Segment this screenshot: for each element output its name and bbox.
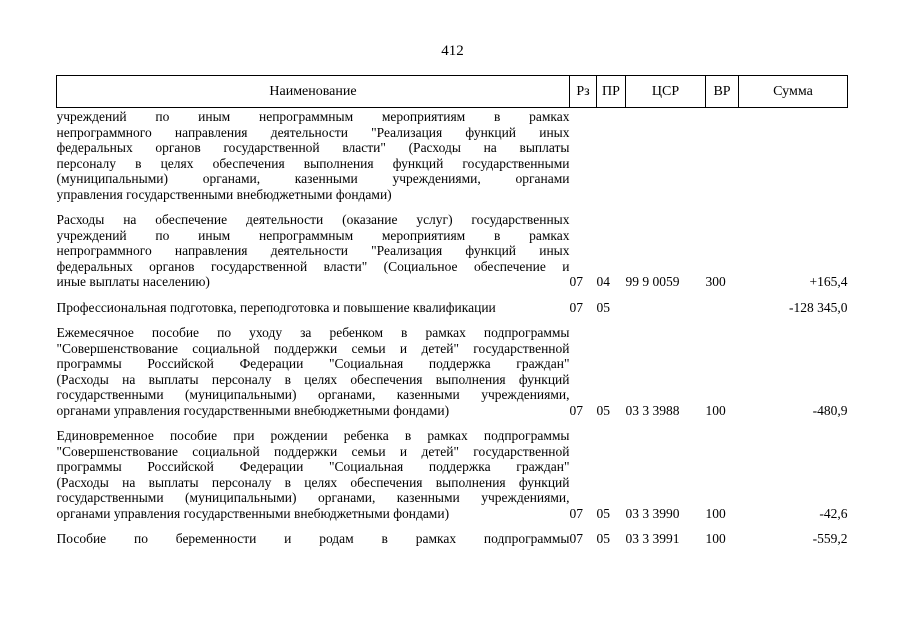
row-name-line: органами управления государственными внебюджетными фондами) <box>56 402 450 418</box>
header-sum: Сумма <box>739 76 848 108</box>
row-name-line: учреждений по иным непрограммным мероприятиям в рамках <box>56 109 570 124</box>
row-name <box>57 300 570 316</box>
row-name-line: (муниципальными) органами, казенными учреждениями, органами <box>56 171 570 186</box>
row-name-line: органами управления государственными внебюджетными фондами) <box>56 505 450 521</box>
row-csr: 03 3 3991 <box>625 531 680 546</box>
row-vr <box>706 108 739 203</box>
row-sum <box>739 108 848 203</box>
row-csr: 03 3 3990 <box>625 505 680 521</box>
table-row <box>57 325 848 418</box>
row-name-line: учреждений по иным непрограммным мероприятиям в рамках <box>56 227 570 243</box>
row-pr <box>597 108 626 203</box>
row-name-line: непрограммного направления деятельности "Реализация функций иных <box>56 124 570 140</box>
row-name <box>57 428 570 521</box>
row-rz <box>570 108 597 203</box>
row-rz: 07 <box>569 505 583 521</box>
page-number: 412 <box>441 43 464 59</box>
row-name-line: непрограммного направления деятельности "Реализация функций иных <box>56 243 570 258</box>
row-pr: 05 <box>596 505 610 521</box>
table-row <box>57 300 848 316</box>
table-header <box>57 76 848 108</box>
row-spacer-cell <box>57 315 848 325</box>
row-pr: 04 <box>596 274 610 289</box>
row-sum: +165,4 <box>809 274 848 289</box>
row-rz: 07 <box>569 299 583 315</box>
header-vr: ВР <box>706 76 739 108</box>
row-spacer <box>57 418 848 428</box>
row-name-line: Профессиональная подготовка, переподготовка и повышение квалификации <box>56 299 496 315</box>
row-sum: -128 345,0 <box>789 299 848 315</box>
row-spacer <box>57 315 848 325</box>
row-spacer <box>57 521 848 531</box>
budget-table <box>56 75 848 547</box>
table-row <box>57 108 848 203</box>
row-spacer-cell <box>57 290 848 300</box>
row-name-line: программы Российской Федерации "Социальная поддержка граждан" <box>56 356 570 371</box>
row-spacer <box>57 202 848 212</box>
row-name-line: персоналу в целях обеспечения выполнения функций государственными <box>56 155 570 171</box>
row-name <box>57 212 570 290</box>
row-spacer-cell <box>57 521 848 531</box>
row-name <box>57 108 570 203</box>
row-pr: 05 <box>596 402 610 418</box>
table-row <box>57 428 848 521</box>
row-spacer <box>57 290 848 300</box>
row-sum: -480,9 <box>812 402 848 418</box>
table-row <box>57 531 848 547</box>
row-spacer-cell <box>57 202 848 212</box>
header-pr: ПР <box>597 76 626 108</box>
header-rz: Рз <box>570 76 597 108</box>
row-name-line: программы Российской Федерации "Социальная поддержка граждан" <box>56 459 570 474</box>
row-rz: 07 <box>569 274 583 289</box>
row-name-line: (Расходы на выплаты персоналу в целях обеспечения выполнения функций <box>56 474 570 490</box>
header-name: Наименование <box>57 76 570 108</box>
row-name-line: федеральных органов государственной власти" (Социальное обеспечение и <box>56 258 570 274</box>
row-rz: 07 <box>569 402 583 418</box>
row-vr: 300 <box>705 274 726 289</box>
row-spacer-cell <box>57 418 848 428</box>
row-csr <box>626 300 706 316</box>
row-name-line: Пособие по беременности и родам в рамках подпрограммы <box>56 531 570 546</box>
table-body <box>57 108 848 547</box>
row-csr: 03 3 3988 <box>625 402 680 418</box>
row-name-line: "Совершенствование социальной поддержки семьи и детей" государственной <box>56 443 570 459</box>
row-vr: 100 <box>705 402 726 418</box>
table-row <box>57 212 848 290</box>
row-vr <box>706 300 739 316</box>
row-name-line: управления государственными внебюджетными фондами) <box>56 186 392 202</box>
row-name-line: иные выплаты населению) <box>56 274 210 289</box>
row-csr <box>626 108 706 203</box>
row-name-line: Ежемесячное пособие по уходу за ребенком в рамках подпрограммы <box>56 325 570 340</box>
row-name-line: "Совершенствование социальной поддержки семьи и детей" государственной <box>56 340 570 356</box>
row-name-line: государственными (муниципальными) органами, казенными учреждениями, <box>56 387 570 402</box>
row-rz: 07 <box>569 531 583 546</box>
header-csr: ЦСР <box>626 76 706 108</box>
row-vr: 100 <box>705 531 726 546</box>
row-name-line: (Расходы на выплаты персоналу в целях обеспечения выполнения функций <box>56 371 570 387</box>
row-name-line: Расходы на обеспечение деятельности (оказание услуг) государственных <box>56 212 570 227</box>
row-pr: 05 <box>596 299 610 315</box>
row-name <box>57 325 570 418</box>
row-sum: -42,6 <box>819 505 848 521</box>
row-name <box>57 531 570 547</box>
row-name-line: Единовременное пособие при рождении ребенка в рамках подпрограммы <box>56 428 570 443</box>
row-sum: -559,2 <box>812 531 848 546</box>
row-name-line: государственными (муниципальными) органами, казенными учреждениями, <box>56 490 570 505</box>
row-csr: 99 9 0059 <box>625 274 680 289</box>
row-pr: 05 <box>596 531 610 546</box>
row-vr: 100 <box>705 505 726 521</box>
row-name-line: федеральных органов государственной власти" (Расходы на выплаты <box>56 140 570 155</box>
